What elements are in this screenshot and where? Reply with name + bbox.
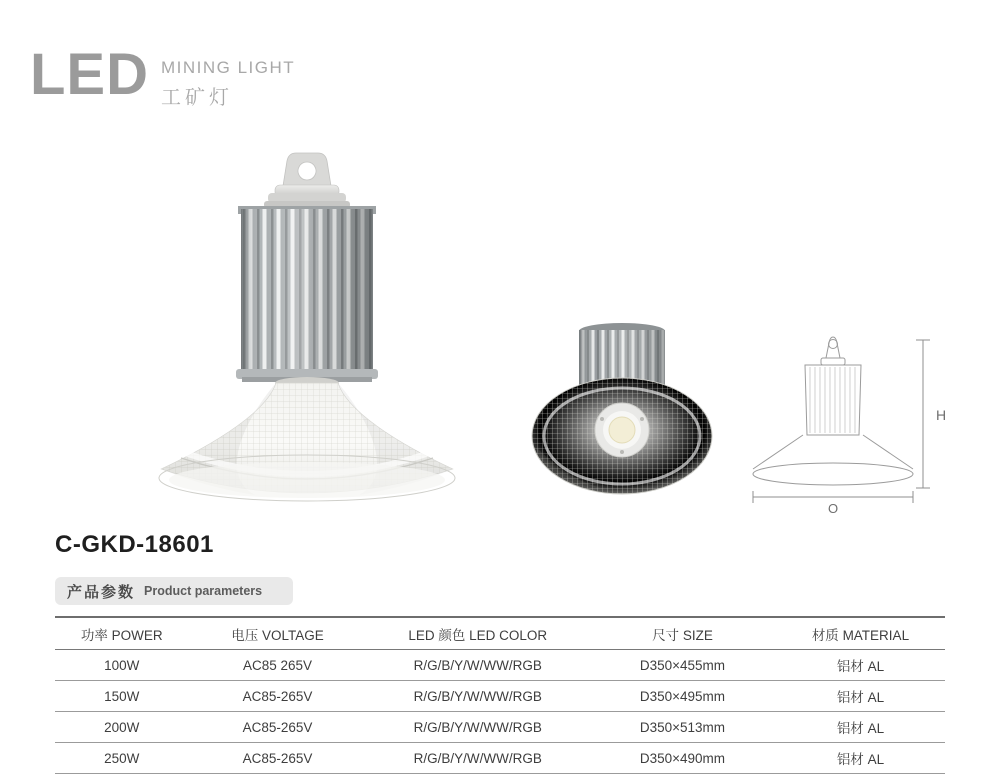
cell-power: 150W	[55, 681, 189, 712]
column-header-size: 尺寸 SIZE	[589, 617, 776, 650]
column-header-led-color: LED 颜色 LED COLOR	[367, 617, 590, 650]
dimension-line-height	[916, 340, 930, 488]
table-row	[55, 650, 945, 681]
cell-size: D350×495mm	[589, 681, 776, 712]
spec-table	[55, 616, 945, 774]
cell-material: 铝材 AL	[776, 712, 945, 743]
cell-voltage: AC85-265V	[189, 743, 367, 774]
heat-sink-fins	[236, 206, 378, 382]
cell-led-color: R/G/B/Y/W/WW/RGB	[367, 681, 590, 712]
table-row	[55, 743, 945, 774]
lamp-outline	[753, 337, 913, 485]
cell-power: 200W	[55, 712, 189, 743]
cell-led-color: R/G/B/Y/W/WW/RGB	[367, 743, 590, 774]
section-title-chinese: 产品参数	[67, 583, 136, 601]
cell-power: 100W	[55, 650, 189, 681]
cell-power: 250W	[55, 743, 189, 774]
cell-led-color: R/G/B/Y/W/WW/RGB	[367, 650, 590, 681]
reflector-cone	[159, 377, 455, 501]
brand-logo	[30, 42, 296, 110]
spec-table-header-row	[55, 617, 945, 650]
product-model: C-GKD-18601	[55, 531, 214, 558]
column-header-voltage: 电压 VOLTAGE	[189, 617, 367, 650]
cell-material: 铝材 AL	[776, 681, 945, 712]
section-header	[55, 577, 293, 605]
cell-voltage: AC85 265V	[189, 650, 367, 681]
cell-size: D350×513mm	[589, 712, 776, 743]
cell-material: 铝材 AL	[776, 743, 945, 774]
cell-voltage: AC85-265V	[189, 681, 367, 712]
column-header-material: 材质 MATERIAL	[776, 617, 945, 650]
table-row	[55, 712, 945, 743]
cell-size: D350×490mm	[589, 743, 776, 774]
logo-wordmark: LED	[30, 42, 149, 107]
product-photo-large	[145, 143, 470, 523]
cell-material: 铝材 AL	[776, 650, 945, 681]
diameter-label: O	[827, 501, 839, 516]
column-header-power: 功率 POWER	[55, 617, 189, 650]
hanging-hook	[264, 153, 350, 208]
cell-voltage: AC85-265V	[189, 712, 367, 743]
dimension-diagram	[745, 322, 950, 517]
tagline-english: MINING LIGHT	[161, 58, 296, 77]
section-title-english: Product parameters	[144, 584, 263, 598]
product-photo-medium	[527, 318, 717, 500]
led-lens	[595, 403, 649, 457]
logo-taglines	[161, 48, 295, 110]
tagline-chinese: 工矿灯	[161, 87, 233, 109]
table-row	[55, 681, 945, 712]
height-label: H	[936, 407, 947, 423]
cell-size: D350×455mm	[589, 650, 776, 681]
cell-led-color: R/G/B/Y/W/WW/RGB	[367, 712, 590, 743]
